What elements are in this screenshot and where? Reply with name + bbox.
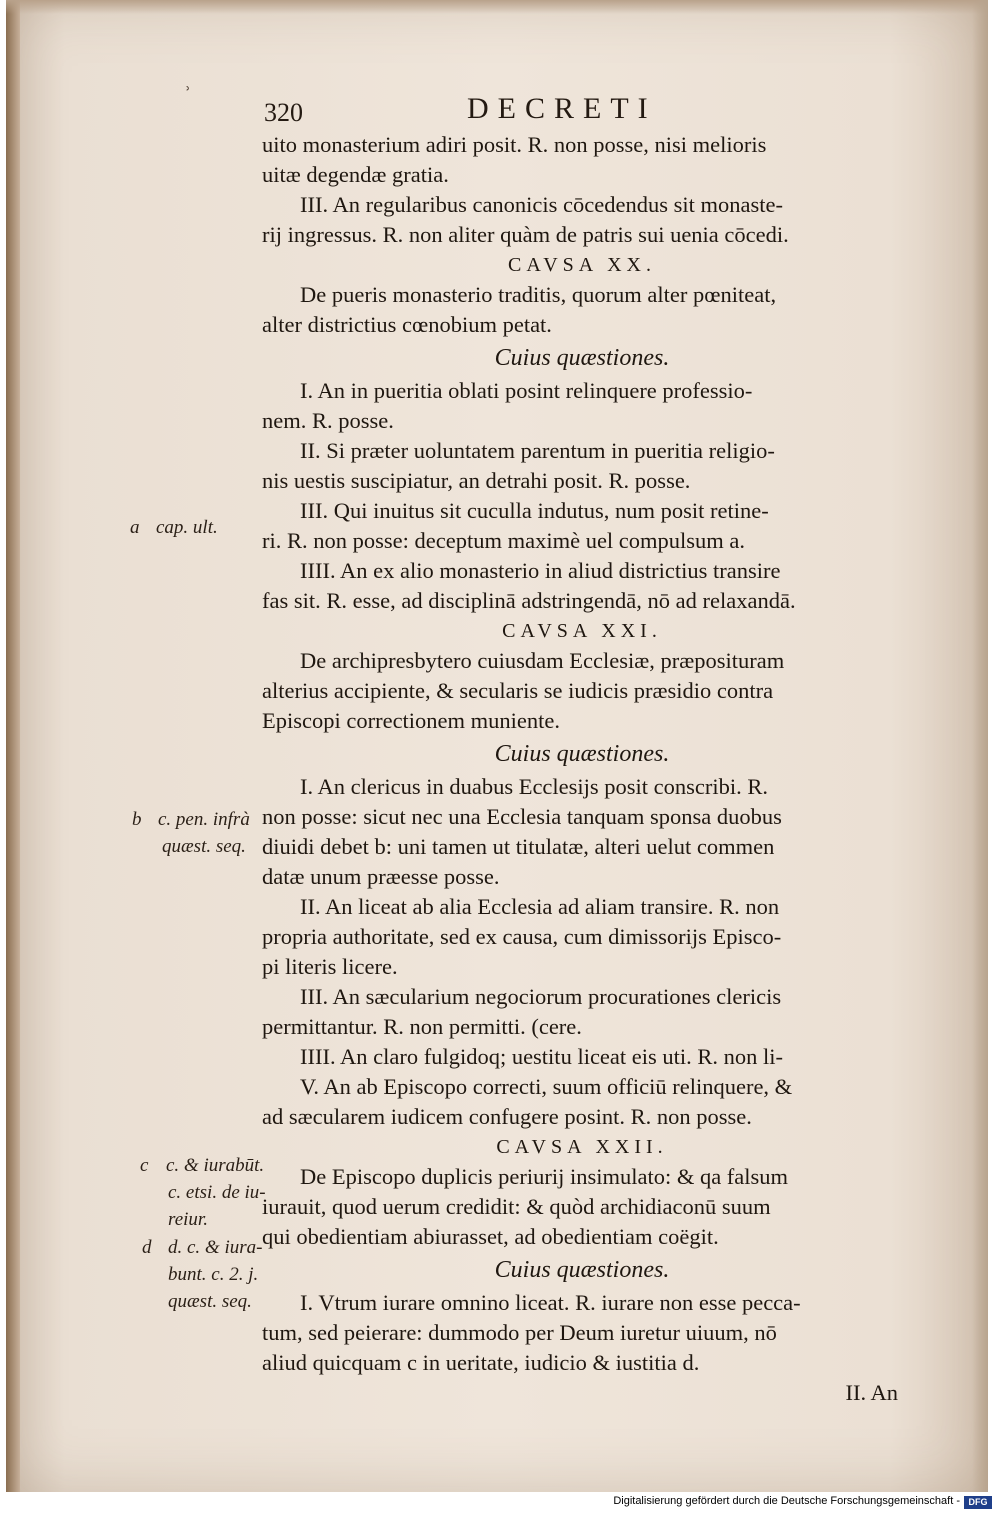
margin-note-a	[130, 514, 218, 541]
margin-note-line: c. pen. infrà	[158, 809, 250, 830]
text-line: alterius accipiente, & secularis se iudicis præsidio contra	[262, 678, 774, 703]
digitization-footer	[0, 1492, 1000, 1514]
page-top-shade	[6, 0, 988, 14]
text-line: nis uestis suscipiatur, an detrahi posit. R. posse.	[262, 468, 691, 493]
text-line: II. Si præter uoluntatem parentum in pueritia religio-	[300, 438, 775, 463]
page-binding-edge	[6, 0, 20, 1492]
text-line: pi literis licere.	[262, 954, 398, 979]
text-line: uitæ degendæ gratia.	[262, 162, 449, 187]
text-line: iurauit, quod uerum credidit: & quòd archidiaconū suum	[262, 1194, 771, 1219]
catchword: II. An	[845, 1380, 898, 1405]
text-line: V. An ab Episcopo correcti, suum officiū relinquere, &	[300, 1074, 793, 1099]
text-line: qui obedientiam abiurasset, ad obedientiam coëgit.	[262, 1224, 719, 1249]
causa-heading: CAVSA XX.	[508, 254, 656, 276]
margin-note-line: bunt. c. 2. j.	[168, 1264, 259, 1285]
margin-note-d	[142, 1234, 262, 1315]
text-line: III. An sæcularium negociorum procurationes clericis	[300, 984, 782, 1009]
text-line: De pueris monasterio traditis, quorum alter pœniteat,	[300, 282, 777, 307]
causa-heading: CAVSA XXI.	[502, 620, 662, 642]
margin-note-key: c	[140, 1155, 149, 1176]
text-line: De Episcopo duplicis periurij insimulato: & qa falsum	[300, 1164, 789, 1189]
margin-note-line: d. c. & iura-	[168, 1237, 263, 1258]
text-line: rij ingressus. R. non aliter quàm de patris sui uenia cōcedi.	[262, 222, 789, 247]
ink-mark: ʾ	[184, 82, 192, 107]
text-line: I. An clericus in duabus Ecclesijs posit conscribi. R.	[300, 774, 769, 799]
margin-note-key: a	[130, 517, 140, 538]
margin-note-line: quæst. seq.	[162, 836, 246, 857]
text-line: II. An liceat ab alia Ecclesia ad aliam transire. R. non	[300, 894, 780, 919]
text-line: III. An regularibus canonicis cōcedendus sit monaste-	[300, 192, 783, 217]
text-line: aliud quicquam c in ueritate, iudicio & iustitia d.	[262, 1350, 700, 1375]
margin-note-line: c. etsi. de iu-	[168, 1182, 266, 1203]
text-line: IIII. An claro fulgidoq; uestitu liceat eis uti. R. non li-	[300, 1044, 784, 1069]
text-line: non posse: sicut nec una Ecclesia tanquam sponsa duobus	[262, 804, 782, 829]
text-line: alter districtius cœnobium petat.	[262, 312, 552, 337]
margin-note-key: b	[132, 809, 142, 830]
causa-heading: CAVSA XXII.	[496, 1136, 668, 1158]
text-line: diuidi debet b: uni tamen ut titulatæ, alteri uelut commen	[262, 834, 775, 859]
body-text	[262, 130, 902, 1408]
margin-note-line: c. & iurabūt.	[166, 1155, 265, 1176]
margin-note-c	[140, 1152, 266, 1233]
margin-note-b	[132, 806, 250, 860]
text-line: De archipresbytero cuiusdam Ecclesiæ, præposituram	[300, 648, 785, 673]
margin-note-key: d	[142, 1237, 152, 1258]
text-line: III. Qui inuitus sit cuculla indutus, num posit retine-	[300, 498, 769, 523]
page-header	[262, 90, 902, 130]
funding-credit: Digitalisierung gefördert durch die Deutsche Forschungsgemeinschaft -	[613, 1495, 960, 1507]
text-line: tum, sed peierare: dummodo per Deum iuretur uiuum, nō	[262, 1320, 777, 1345]
text-line: nem. R. posse.	[262, 408, 394, 433]
dfg-logo: DFG	[964, 1496, 992, 1509]
text-line: uito monasterium adiri posit. R. non posse, nisi melioris	[262, 132, 767, 157]
text-line: IIII. An ex alio monasterio in aliud districtius transire	[300, 558, 781, 583]
text-line: ad sæcularem iudicem confugere posint. R. non posse.	[262, 1104, 752, 1129]
running-title: DECRETI	[467, 92, 657, 125]
text-line: propria authoritate, sed ex causa, cum dimissorijs Episco-	[262, 924, 782, 949]
page-right-edge	[972, 0, 988, 1492]
page-number: 320	[264, 98, 303, 127]
margin-note-line: quæst. seq.	[168, 1291, 252, 1312]
margin-note-line: cap. ult.	[156, 517, 218, 538]
text-line: I. Vtrum iurare omnino liceat. R. iurare non esse pecca-	[300, 1290, 801, 1315]
text-line: ri. R. non posse: deceptum maximè uel compulsum a.	[262, 528, 746, 553]
margin-note-line: reiur.	[168, 1209, 208, 1230]
text-line: Episcopi correctionem muniente.	[262, 708, 561, 733]
text-line: I. An in pueritia oblati posint relinquere professio-	[300, 378, 753, 403]
section-subheading: Cuius quæstiones.	[494, 1257, 670, 1283]
text-line: fas sit. R. esse, ad disciplinā adstringendā, nō ad relaxandā.	[262, 588, 796, 613]
text-line: permittantur. R. non permitti. (cere.	[262, 1014, 582, 1039]
section-subheading: Cuius quæstiones.	[494, 741, 670, 767]
text-line: datæ unum præesse posse.	[262, 864, 500, 889]
section-subheading: Cuius quæstiones.	[494, 345, 670, 371]
